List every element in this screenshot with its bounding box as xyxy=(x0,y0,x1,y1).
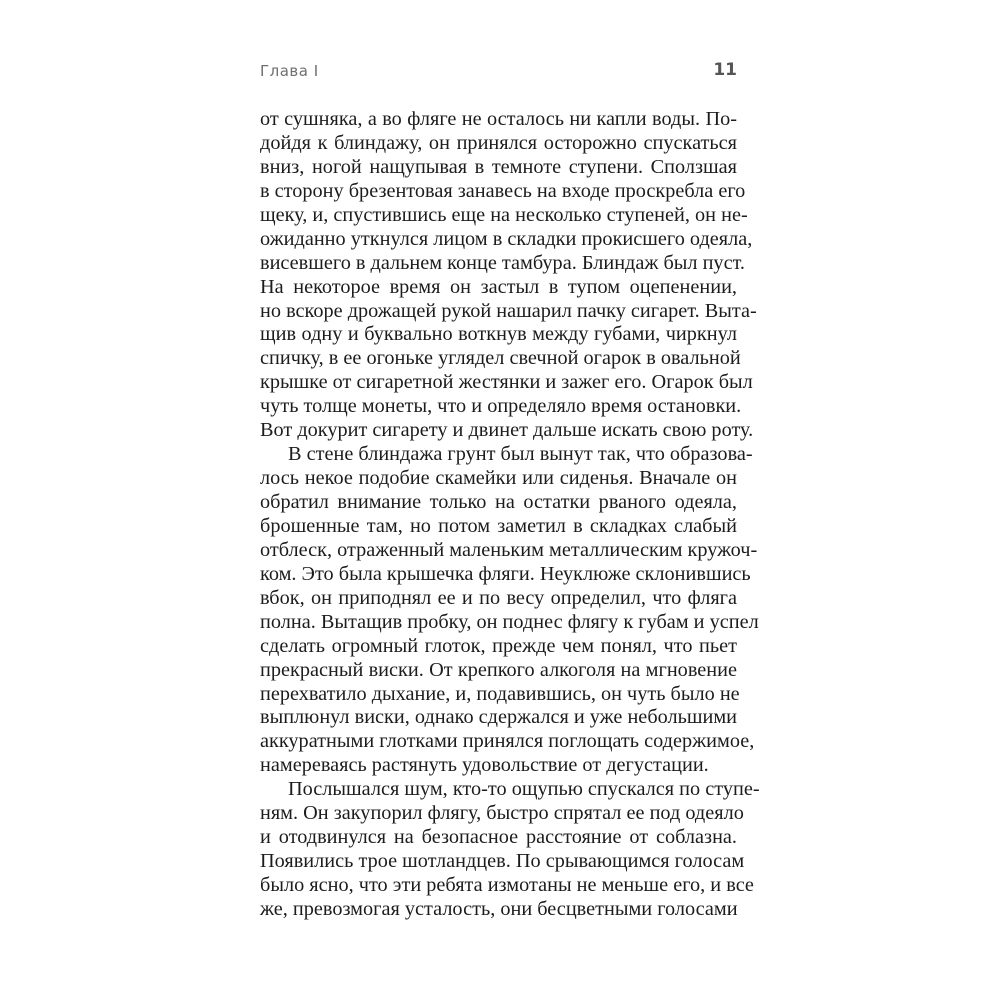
text-line: выплюнул виски, однако сдержался и уже небольшими xyxy=(260,706,738,729)
text-line: полна. Вытащив пробку, он поднес флягу к губам и успел xyxy=(260,610,759,633)
text-line: Появились трое шотландцев. По срывающимся голосам xyxy=(260,850,745,873)
paragraph xyxy=(260,778,760,922)
text-line: Послышался шум, кто-то ощупью спускался по ступе- xyxy=(288,778,760,801)
text-line: же, превозмогая усталость, они бесцветными голосами xyxy=(260,897,738,920)
paragraph xyxy=(260,443,759,778)
text-line: прекрасный виски. От крепкого алкоголя на мгновение xyxy=(260,658,737,681)
text-line: дойдя к блиндажу, он принялся осторожно спускаться xyxy=(260,131,737,154)
text-line: крышке от сигаретной жестянки и зажег его. Огарок был xyxy=(260,371,753,394)
text-line: лось некое подобие скамейки или сиденья. Вначале он xyxy=(260,467,737,490)
chapter-label: Глава I xyxy=(260,62,319,80)
text-line: в сторону брезентовая занавесь на входе проскребла его xyxy=(260,179,746,202)
text-line: ням. Он закупорил флягу, быстро спрятал ее под одеяло xyxy=(260,802,744,825)
text-line: щив одну и буквально воткнув между губами, чиркнул xyxy=(260,323,737,346)
text-line: но вскоре дрожащей рукой нашарил пачку сигарет. Выта- xyxy=(260,299,757,322)
paragraph xyxy=(260,108,757,443)
text-line: вниз, ногой нащупывая в темноте ступени. Сползшая xyxy=(260,155,737,178)
body-text xyxy=(260,108,760,922)
text-line: ком. Это была крышечка фляги. Неуклюже склонившись xyxy=(260,562,751,585)
text-line: В стене блиндажа грунт был вынут так, что образова- xyxy=(288,443,753,466)
text-line: обратил внимание только на остатки рваного одеяла, xyxy=(260,491,737,513)
text-line: аккуратными глотками принялся поглощать содержимое, xyxy=(260,730,755,753)
running-head xyxy=(260,62,737,86)
text-line: отблеск, отраженный маленьким металлическим кружоч- xyxy=(260,538,758,561)
text-line: спичку, в ее огоньке углядел свечной огарок в овальной xyxy=(260,347,741,370)
text-line: ожиданно уткнулся лицом в складки прокисшего одеяла, xyxy=(260,227,753,250)
text-line: висевшего в дальнем конце тамбура. Блиндаж был пуст. xyxy=(260,251,745,274)
text-line: от сушняка, а во фляге не осталось ни капли воды. По- xyxy=(260,108,737,130)
text-line: чуть толще монеты, что и определяло время остановки. xyxy=(260,395,742,418)
text-line: брошенные там, но потом заметил в складках слабый xyxy=(260,514,737,537)
text-line: Вот докурит сигарету и двинет дальше искать свою роту. xyxy=(260,419,754,442)
text-line: щеку, и, спустившись еще на несколько ступеней, он не- xyxy=(260,203,748,226)
text-line: и отодвинулся на безопасное расстояние от соблазна. xyxy=(260,826,737,849)
text-line: На некоторое время он застыл в тупом оцепенении, xyxy=(260,275,737,298)
page-number: 11 xyxy=(713,60,737,80)
text-line: сделать огромный глоток, прежде чем понял, что пьет xyxy=(260,634,737,657)
text-line: перехватило дыхание, и, подавившись, он чуть было не xyxy=(260,682,740,705)
text-line: было ясно, что эти ребята измотаны не меньше его, и все xyxy=(260,874,754,896)
text-line: намереваясь растянуть удовольствие от дегустации. xyxy=(260,754,709,777)
text-line: вбок, он приподнял ее и по весу определил, что фляга xyxy=(260,586,737,609)
